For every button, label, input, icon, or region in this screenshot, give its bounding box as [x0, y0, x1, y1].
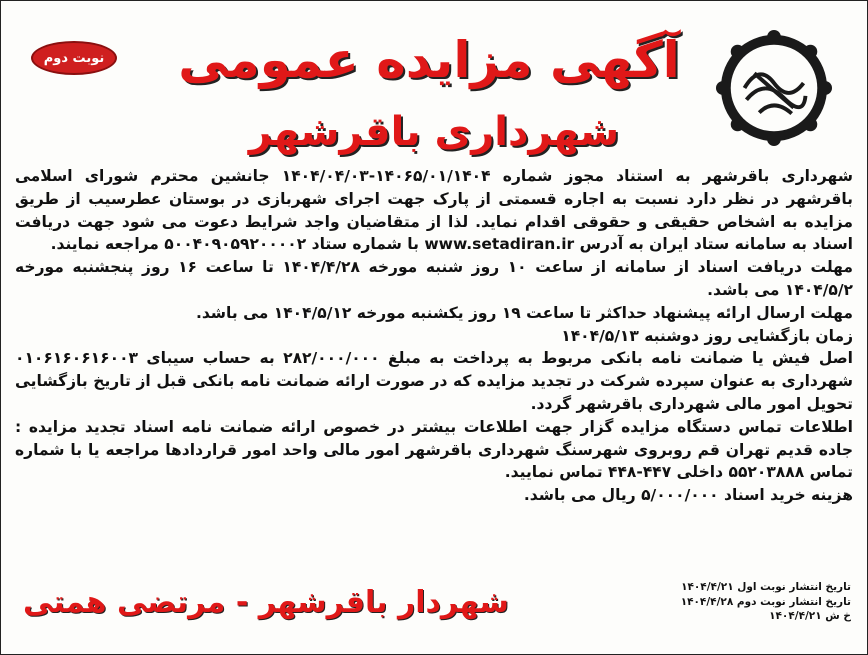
paragraph-intro: شهرداری باقرشهر به استناد مجوز شماره ۱۴۰۶۵/۰۱/۱۴۰۴-۱۴۰۴/۰۴/۰۳ جانشین محترم شورای اسلامی باقرشهر در نظر دارد نسبت به اجاره قسمتی از پارک جهت اجرای شهربازی در بوستان عطرسیب از طریق مزایده به اشخاص حقیقی و حقوقی اقدام نماید. لذا از متقاضیان واجد شرایط دعوت می شود جهت دریافت اسناد به سامانه ستاد ایران به آدرس www.setadiran.ir با شماره ستاد ۵۰۰۴۰۹۰۵۹۲۰۰۰۰۲ مراجعه نمایند.	[15, 167, 853, 254]
paragraph-documents-deadline: مهلت دریافت اسناد از سامانه از ساعت ۱۰ روز شنبه مورخه ۱۴۰۴/۴/۲۸ تا ساعت ۱۶ روز پنجشنبه مورخه ۱۴۰۴/۵/۲ می باشد.	[15, 258, 854, 299]
notice-body	[15, 165, 853, 507]
publication-second: تاریخ انتشار نوبت دوم ۱۴۰۴/۴/۲۸	[680, 595, 851, 608]
paragraph-fee: هزینه خرید اسناد ۵/۰۰۰/۰۰۰ ریال می باشد.	[523, 486, 853, 505]
page-title: آگهی مزایده عمومی	[178, 31, 680, 89]
paragraph-deposit: اصل فیش یا ضمانت نامه بانکی مربوط به پرداخت به مبلغ ۲۸۲/۰۰۰/۰۰۰ به حساب سیبای ۰۱۰۶۱۶۰۶۱۶۰۰۳ شهرداری به عنوان سپرده شرکت در تجدید مزایده که در صورت ارائه ضمانت نامه بانکی قبل از تاریخ بازگشایی تحویل امور مالی شهرداری باقرشهر گردد.	[15, 349, 853, 413]
paragraph-proposal-deadline: مهلت ارسال ارائه پیشنهاد حداکثر تا ساعت ۱۹ روز یکشنبه مورخه ۱۴۰۴/۵/۱۲ می باشد.	[195, 303, 853, 322]
round-badge: نوبت دوم	[31, 41, 117, 75]
municipality-seal-icon	[715, 29, 833, 147]
page-subtitle: شهرداری باقرشهر	[248, 109, 620, 155]
publication-first: تاریخ انتشار نوبت اول ۱۴۰۴/۴/۲۱	[681, 581, 851, 593]
publication-dates	[681, 580, 851, 624]
paragraph-contact: اطلاعات تماس دستگاه مزایده گزار جهت اطلاعات بیشتر در خصوص ارائه ضمانت نامه اسناد تجدید مزایده : جاده قدیم تهران قم روبروی شهرسنگ شهرداری باقرشهر امور مالی واحد امور قراردادها مراجعه یا با شماره تماس ۵۵۲۰۳۸۸۸ داخلی ۴۴۷-۴۴۸ تماس نمایید.	[15, 417, 853, 482]
publication-code: خ ش ۱۴۰۴/۴/۲۱	[769, 610, 851, 622]
mayor-signature: شهردار باقرشهر - مرتضی همتی	[23, 585, 509, 620]
paragraph-opening-date: زمان بازگشایی روز دوشنبه ۱۴۰۴/۵/۱۳	[561, 326, 853, 345]
